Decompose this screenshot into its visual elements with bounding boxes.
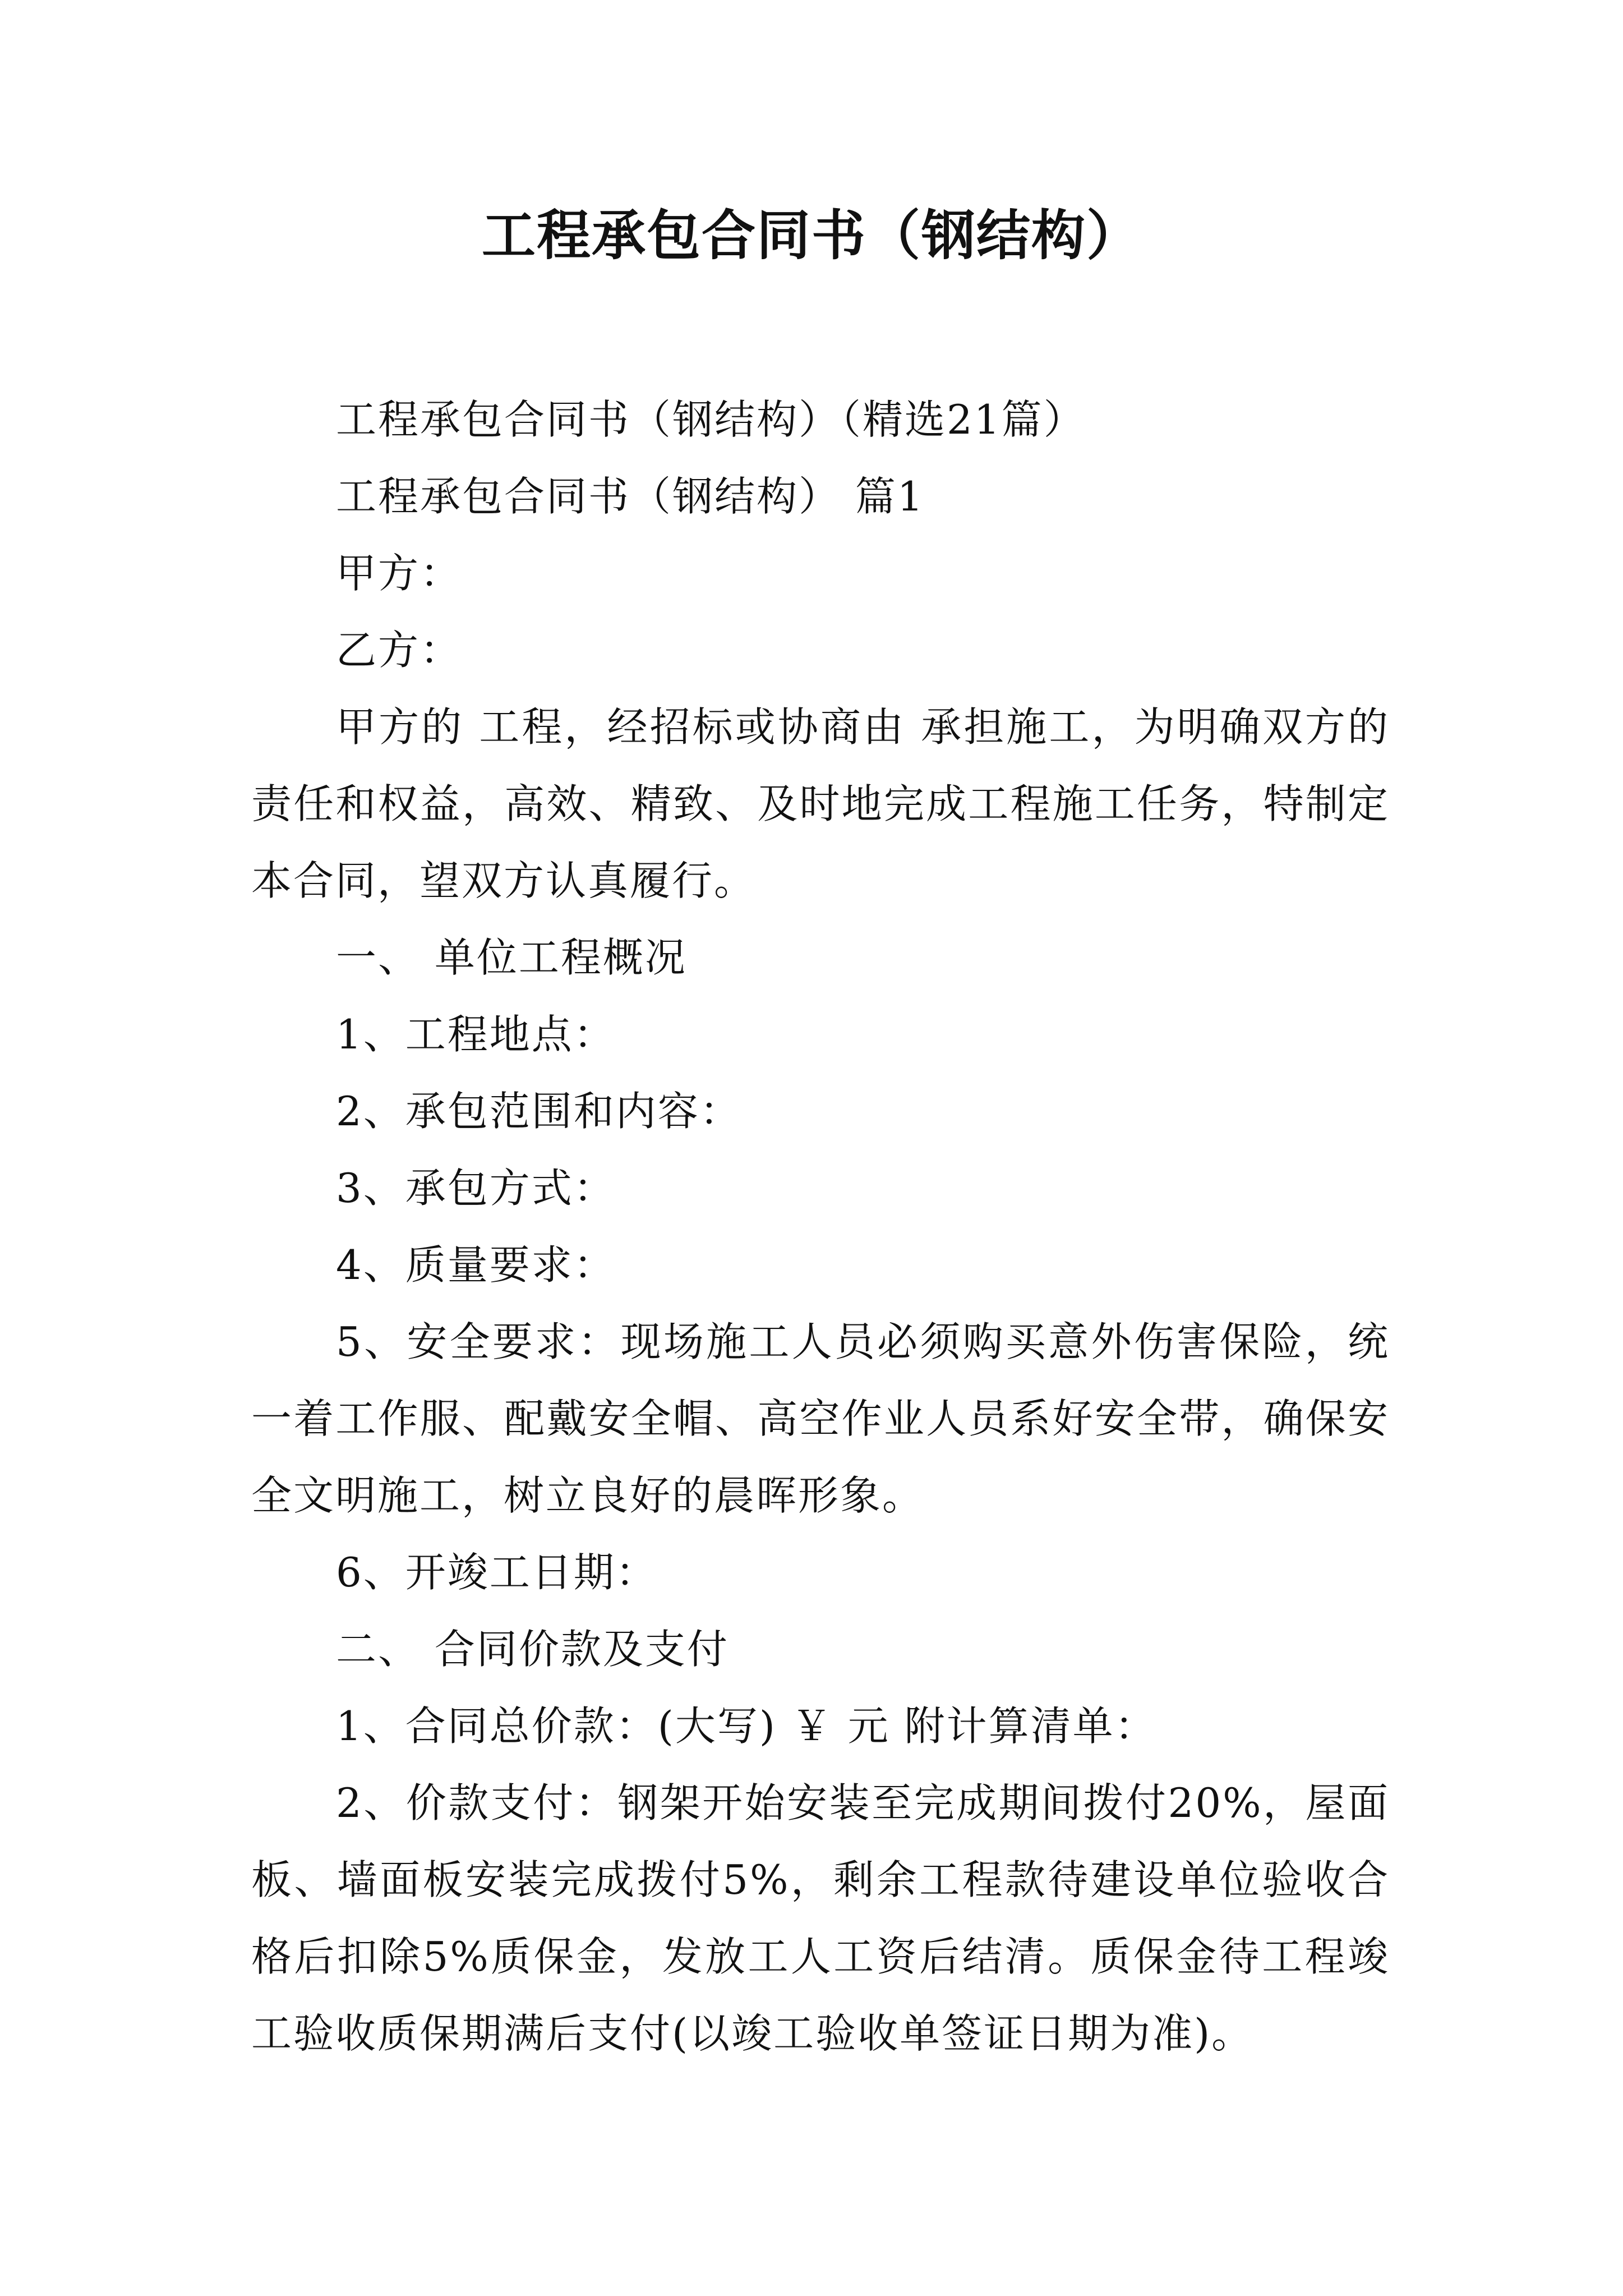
paragraph-party-b: 乙方： <box>336 627 463 674</box>
paragraph-item-quality: 4、质量要求： <box>336 1241 616 1289</box>
paragraph-heading-payment: 二、 合同价款及支付 <box>336 1626 729 1673</box>
paragraph-item-dates: 6、开竣工日期： <box>336 1549 658 1596</box>
paragraph-item-payment-terms: 2、价款支付：钢架开始安装至完成期间拨付20%，屋面板、墙面板安装完成拨付5%，剩余工程款待建设单位验收合格后扣除5%质保金，发放工人工资后结清。质保金待工程竣工验收质保期满后支付(以竣工验收单签证日期为准)。 <box>251 1779 1390 2057</box>
document-title: 工程承包合同书（钢结构） <box>482 204 1141 267</box>
paragraph-item-location: 1、工程地点： <box>336 1011 616 1058</box>
paragraph-heading-overview: 一、 单位工程概况 <box>336 934 687 981</box>
paragraph-item-scope: 2、承包范围和内容： <box>336 1088 742 1135</box>
paragraph-item-method: 3、承包方式： <box>336 1165 616 1212</box>
paragraph-item-total-price: 1、合同总价款：(大写) ￥ 元 附计算清单： <box>336 1703 1157 1750</box>
paragraph-party-a: 甲方： <box>336 550 463 597</box>
document-body <box>251 381 1390 2072</box>
paragraph-item-safety: 5、安全要求：现场施工人员必须购买意外伤害保险，统一着工作服、配戴安全帽、高空作业人员系好安全带，确保安全文明施工，树立良好的晨晖形象。 <box>251 1318 1390 1519</box>
paragraph-subtitle: 工程承包合同书（钢结构）（精选21篇） <box>336 396 1086 443</box>
paragraph-intro: 甲方的 工程，经招标或协商由 承担施工，为明确双方的责任和权益，高效、精致、及时地完成工程施工任务，特制定本合同，望双方认真履行。 <box>251 703 1390 904</box>
paragraph-section-heading: 工程承包合同书（钢结构） 篇1 <box>336 473 925 520</box>
